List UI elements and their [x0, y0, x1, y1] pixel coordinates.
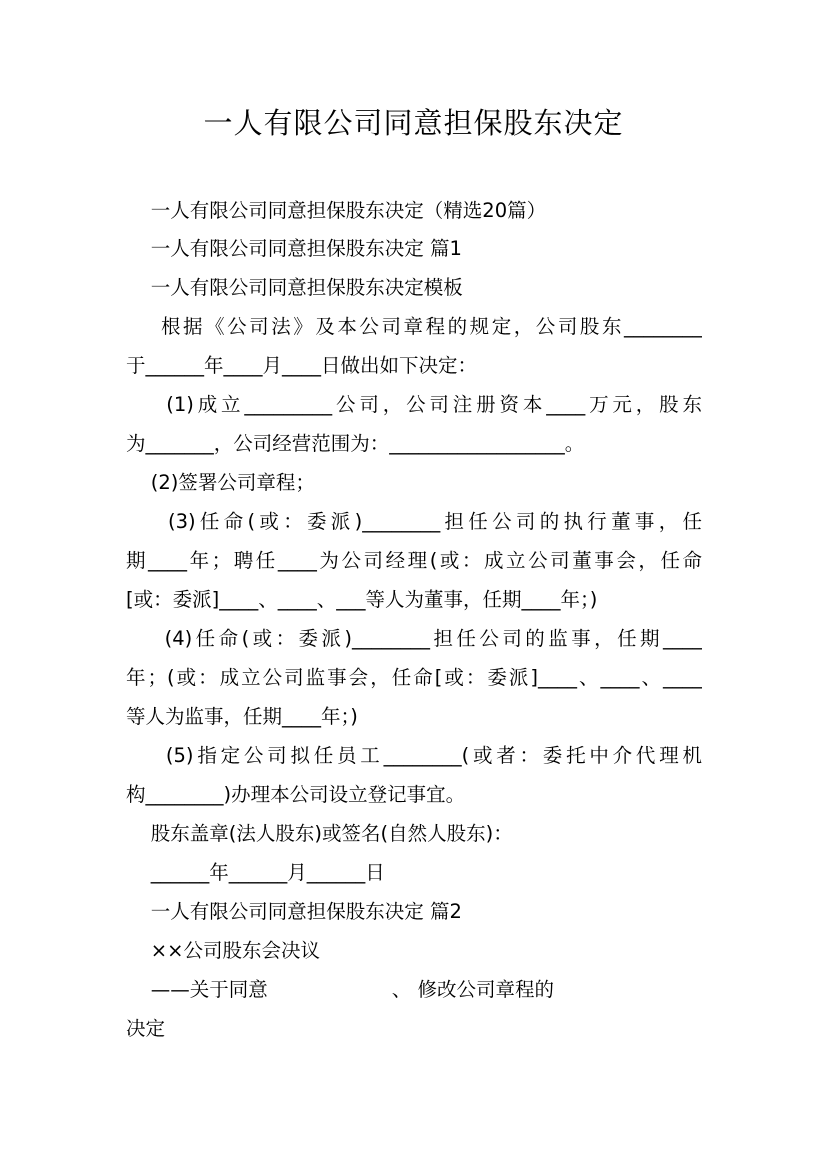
text-line: (3)任命(或：委派)________担任公司的执行董事，任 — [126, 510, 702, 533]
text-line: (2)签署公司章程； — [126, 471, 315, 494]
document-title: 一人有限公司同意担保股东决定 — [203, 106, 624, 140]
text-line: ××公司股东会决议 — [126, 939, 320, 962]
text-line: 年；(或：成立公司监事会，任命[或：委派]____、____、____ — [126, 666, 702, 689]
text-line: ——关于同意 、 修改公司章程的 — [126, 978, 554, 1001]
text-line: (5)指定公司拟任员工________(或者：委托中介代理机 — [126, 744, 702, 767]
text-line: 等人为监事，任期____年；) — [126, 705, 358, 728]
text-line: 一人有限公司同意担保股东决定模板 — [126, 276, 463, 299]
text-line: 一人有限公司同意担保股东决定 篇2 — [126, 900, 462, 923]
text-line: 期____年；聘任____为公司经理(或：成立公司董事会，任命 — [126, 549, 702, 572]
text-line: 为_______，公司经营范围为：__________________。 — [126, 432, 585, 455]
text-line: 根据《公司法》及本公司章程的规定，公司股东________ — [126, 315, 702, 338]
text-line: (1)成立_________公司，公司注册资本____万元，股东 — [126, 393, 702, 416]
text-line: 决定 — [126, 1017, 166, 1040]
text-line: 一人有限公司同意担保股东决定（精选20篇） — [126, 199, 547, 222]
text-line: [或：委派]____、____、___等人为董事，任期____年；) — [126, 588, 598, 611]
text-line: (4)任命(或：委派)________担任公司的监事，任期____ — [126, 627, 702, 650]
text-line: 一人有限公司同意担保股东决定 篇1 — [126, 237, 462, 260]
text-line: 于______年____月____日做出如下决定： — [126, 354, 478, 377]
text-line: 股东盖章(法人股东)或签名(自然人股东)： — [126, 822, 513, 845]
text-line: ______年______月______日 — [126, 861, 385, 884]
text-line: 构________)办理本公司设立登记事宜。 — [126, 783, 466, 806]
